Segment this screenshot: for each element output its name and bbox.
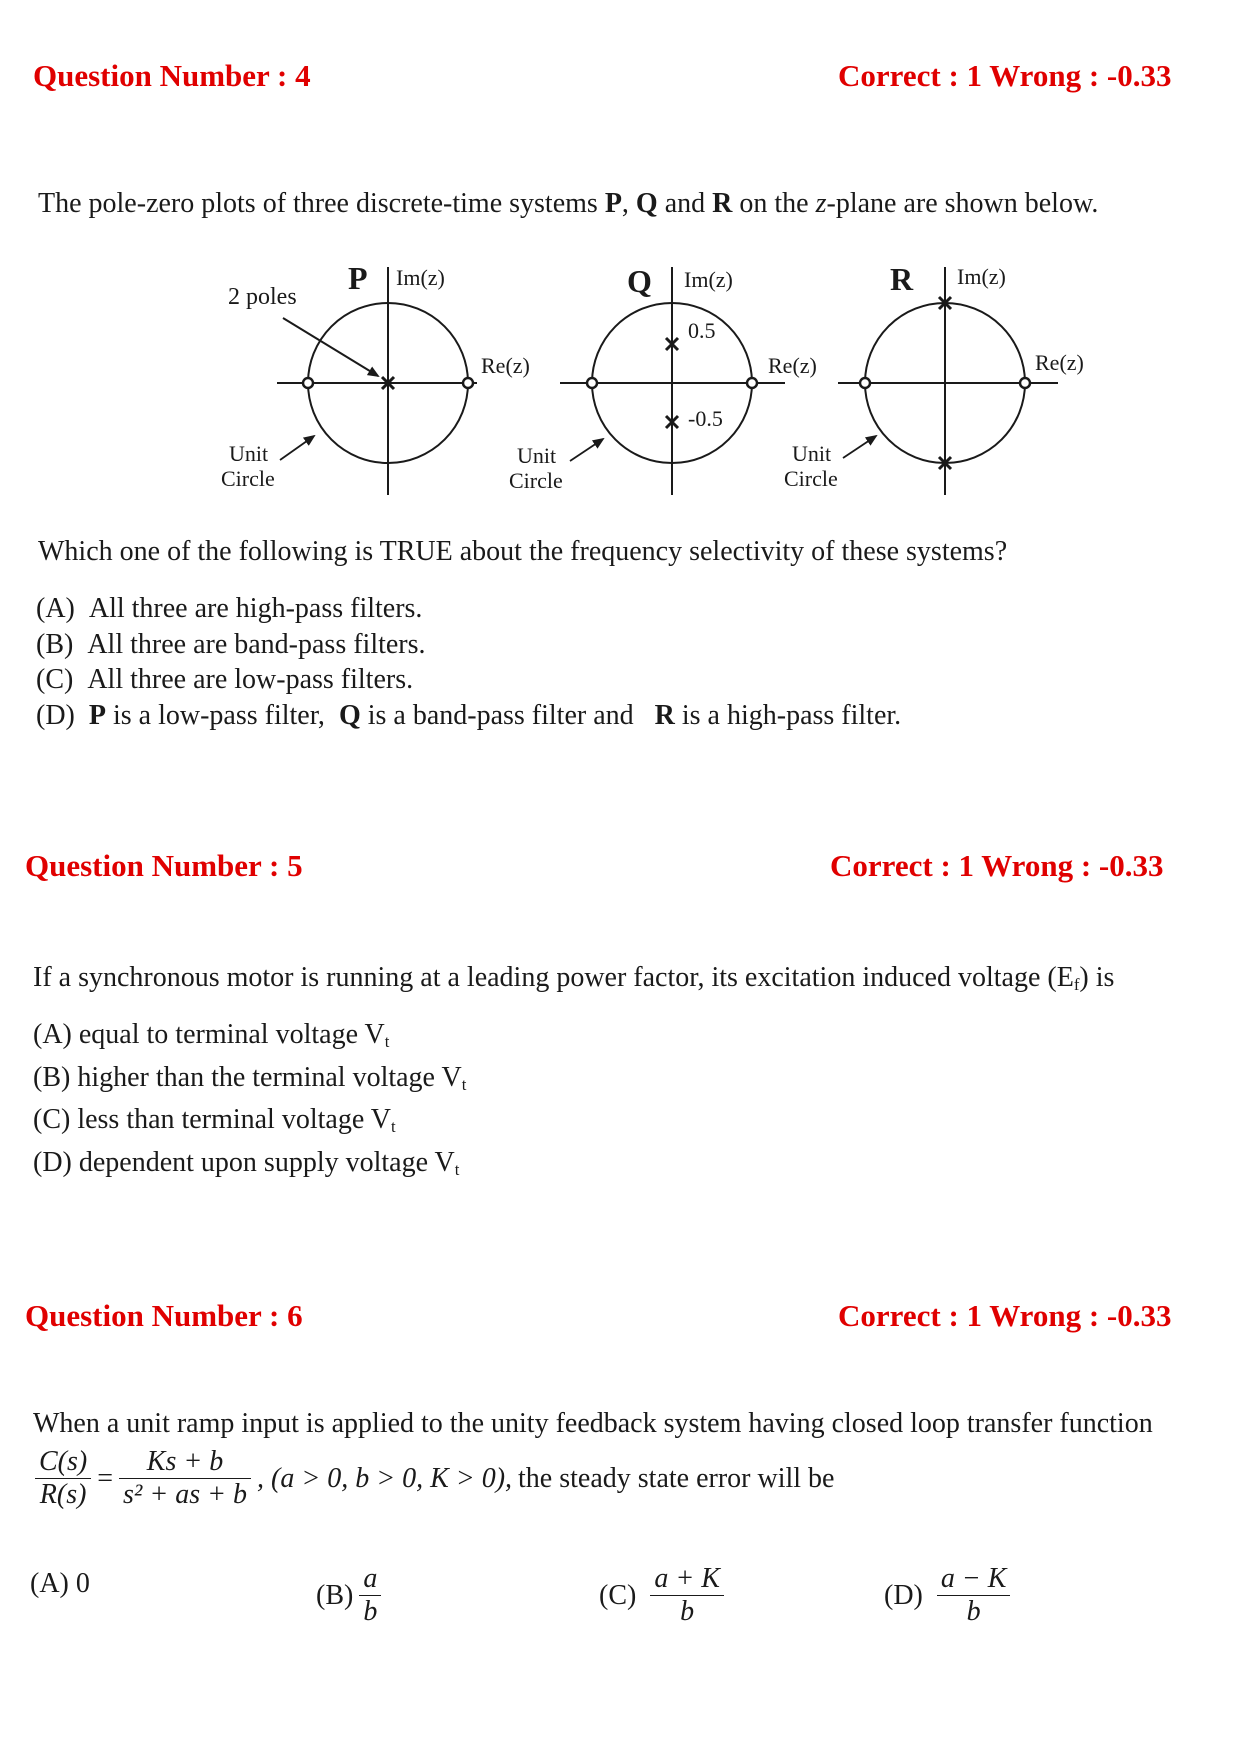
q6-option-d-num: a − K xyxy=(940,1563,1007,1594)
q4-option-c-label: (C) xyxy=(36,664,74,695)
plot-q-pole-bottom-label: -0.5 xyxy=(688,406,723,431)
q5-option-b-text: (B) higher than the terminal voltage V xyxy=(33,1061,462,1093)
q5-option-b[interactable] xyxy=(33,1060,466,1103)
q6-option-a-label: (A) xyxy=(30,1568,69,1599)
q4-option-a-label: (A) xyxy=(36,593,75,624)
q4-option-d-label: (D) xyxy=(36,699,75,731)
q6-option-b-label: (B) xyxy=(316,1579,354,1611)
q4-option-d[interactable] xyxy=(36,698,901,734)
q6-option-a-value: 0 xyxy=(75,1568,90,1599)
q4-option-d-text3: is a high-pass filter. xyxy=(674,699,902,731)
q4-option-a-text: All three are high-pass filters. xyxy=(88,593,423,624)
q5-stem-text: If a synchronous motor is running at a leading power factor, its excitation induced voltage (E xyxy=(33,962,1074,993)
plot-r-letter: R xyxy=(890,261,914,297)
q4-option-b[interactable] xyxy=(36,627,901,663)
plot-p-letter: P xyxy=(348,260,368,296)
q6-option-d-frac xyxy=(937,1563,1011,1628)
q6-tf-rhs-den: s² + as + b xyxy=(119,1478,251,1511)
plot-p-im-label: Im(z) xyxy=(396,265,445,290)
q5-option-b-sub: t xyxy=(461,1074,467,1094)
q6-option-b[interactable] xyxy=(316,1563,381,1628)
plot-q-unit: Unit xyxy=(517,443,557,468)
plot-q-circle: Circle xyxy=(509,468,563,493)
plot-r-unit: Unit xyxy=(792,441,832,466)
q6-option-d-label: (D) xyxy=(884,1579,923,1611)
plot-q xyxy=(509,263,817,495)
q4-stem-p: P xyxy=(604,188,622,219)
q4-option-d-p: P xyxy=(88,699,106,731)
q4-option-b-label: (B) xyxy=(36,628,74,660)
q6-option-b-num: a xyxy=(363,1563,378,1594)
q6-option-c-frac xyxy=(650,1563,724,1628)
plot-p xyxy=(221,260,530,495)
q4-option-b-text: All three are band-pass filters. xyxy=(87,628,426,660)
q4-stem-q: Q xyxy=(635,188,658,219)
q4-question: Which one of the following is TRUE about the frequency selectivity of these systems? xyxy=(38,536,1008,567)
q6-option-c-label: (C) xyxy=(599,1579,637,1611)
plot-p-unit: Unit xyxy=(229,441,269,466)
plot-p-circle: Circle xyxy=(221,466,275,491)
q5-stem-end: ) is xyxy=(1079,962,1115,993)
q4-option-c-text: All three are low-pass filters. xyxy=(87,664,414,695)
q5-option-a-sub: t xyxy=(384,1032,390,1051)
q4-options xyxy=(36,591,901,733)
q5-stem-sub: f xyxy=(1073,975,1080,994)
plot-r xyxy=(784,261,1084,495)
q5-option-d-sub: t xyxy=(454,1159,460,1179)
q6-option-b-frac xyxy=(359,1563,381,1628)
q6-number-label: Question Number : 6 xyxy=(25,1298,303,1333)
plot-q-pole-top-label: 0.5 xyxy=(688,318,716,343)
q6-option-d-den: b xyxy=(937,1595,1011,1628)
plot-r-circle: Circle xyxy=(784,466,838,491)
q4-option-d-q: Q xyxy=(338,699,361,731)
q4-stem-and: and xyxy=(657,188,713,219)
plot-q-unit-arrow xyxy=(570,439,603,461)
q6-tf-rhs xyxy=(119,1446,251,1511)
plot-p-zero-left xyxy=(303,378,313,388)
q6-tf-lhs-num: C(s) xyxy=(39,1446,88,1477)
q6-marks: Correct : 1 Wrong : -0.33 xyxy=(838,1298,1172,1333)
q6-option-c[interactable] xyxy=(599,1563,724,1628)
plot-q-zero-right xyxy=(747,378,757,388)
q4-stem-z: z xyxy=(815,188,827,219)
q5-options xyxy=(33,1017,466,1187)
q5-option-c-sub: t xyxy=(390,1117,396,1136)
q6-stem-end: the steady state error will be xyxy=(518,1462,835,1494)
plot-p-note: 2 poles xyxy=(228,284,297,310)
plot-r-zero-right xyxy=(1020,378,1030,388)
plot-p-zero-right xyxy=(463,378,473,388)
q4-stem xyxy=(38,188,1098,220)
q4-option-a[interactable] xyxy=(36,591,901,627)
q4-marks: Correct : 1 Wrong : -0.33 xyxy=(838,58,1172,93)
pole-zero-plots xyxy=(0,255,1240,505)
q6-transfer-function xyxy=(35,1446,834,1511)
q5-option-c-text: (C) less than terminal voltage V xyxy=(33,1104,391,1135)
plot-r-re-label: Re(z) xyxy=(1035,350,1084,375)
plot-q-im-label: Im(z) xyxy=(684,267,733,292)
q6-tf-lhs-den: R(s) xyxy=(35,1478,91,1511)
q5-option-d-text: (D) dependent upon supply voltage V xyxy=(33,1146,455,1178)
q6-option-c-den: b xyxy=(650,1595,724,1628)
q4-number-label: Question Number : 4 xyxy=(33,58,311,93)
q4-option-d-r: R xyxy=(654,699,675,731)
q6-option-a[interactable] xyxy=(30,1568,90,1600)
plot-p-unit-arrow xyxy=(280,436,314,460)
q4-stem-post: -plane are shown below. xyxy=(826,188,1099,219)
q6-option-d[interactable] xyxy=(884,1563,1010,1628)
plot-r-im-label: Im(z) xyxy=(957,264,1006,289)
plot-r-unit-arrow xyxy=(843,436,876,458)
plot-q-letter: Q xyxy=(627,263,652,299)
q4-stem-r: R xyxy=(712,188,733,219)
q4-option-c[interactable] xyxy=(36,662,901,698)
q6-tf-rhs-num: Ks + b xyxy=(146,1446,224,1477)
plot-q-re-label: Re(z) xyxy=(768,353,817,378)
q5-option-a[interactable] xyxy=(33,1017,466,1060)
plot-q-zero-left xyxy=(587,378,597,388)
q5-option-d[interactable] xyxy=(33,1145,466,1188)
plot-r-zero-left xyxy=(860,378,870,388)
q4-option-d-text2: is a band-pass filter and xyxy=(360,699,641,731)
q5-option-a-text: (A) equal to terminal voltage V xyxy=(33,1019,385,1050)
q5-marks: Correct : 1 Wrong : -0.33 xyxy=(830,848,1164,883)
q5-option-c[interactable] xyxy=(33,1102,466,1145)
q6-tf-equals: = xyxy=(97,1462,114,1494)
q6-tf-conditions: , (a > 0, b > 0, K > 0), xyxy=(257,1462,513,1494)
q4-stem-text: The pole-zero plots of three discrete-time systems xyxy=(38,188,605,219)
q6-option-b-den: b xyxy=(359,1595,381,1628)
q6-stem: When a unit ramp input is applied to the unity feedback system having closed loop transfer function xyxy=(33,1408,1153,1439)
q4-stem-comma: , xyxy=(621,188,636,219)
q6-option-c-num: a + K xyxy=(654,1563,720,1594)
q4-option-d-text1: is a low-pass filter, xyxy=(105,699,332,731)
q4-stem-mid: on the xyxy=(732,188,816,219)
plot-p-re-label: Re(z) xyxy=(481,353,530,378)
q5-number-label: Question Number : 5 xyxy=(25,848,303,883)
q5-stem xyxy=(33,962,1114,995)
q6-tf-lhs xyxy=(35,1446,91,1511)
